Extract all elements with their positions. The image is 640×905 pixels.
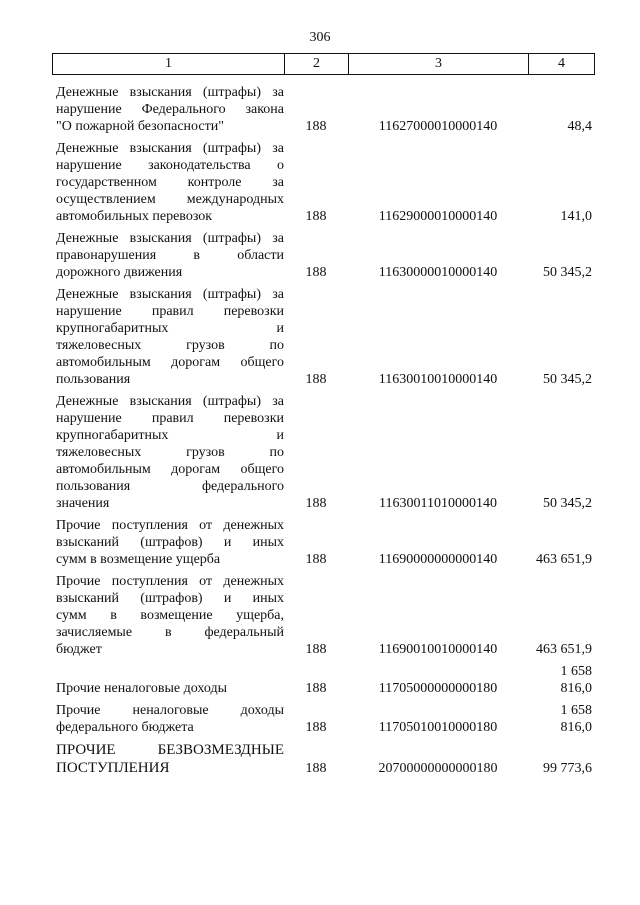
table-row xyxy=(52,140,594,225)
admin-code: 188 xyxy=(305,372,327,387)
admin-code: 188 xyxy=(305,265,327,280)
budget-classification-code: 11630010010000140 xyxy=(378,372,498,387)
description-line: тяжеловесных грузов по xyxy=(56,338,284,353)
description-line: автомобильным дорогам общего xyxy=(56,462,284,477)
budget-classification-code: 11690000000000140 xyxy=(378,552,498,567)
column-header-4: 4 xyxy=(529,54,595,75)
table-row xyxy=(52,230,594,281)
amount: 1 658 816,0 xyxy=(560,703,592,735)
table-row xyxy=(52,702,594,736)
description-line: крупногабаритных и xyxy=(56,321,284,336)
budget-classification-code: 11629000010000140 xyxy=(378,209,498,224)
amount: 463 651,9 xyxy=(536,642,592,657)
budget-classification-code: 11690010010000140 xyxy=(378,642,498,657)
amount: 141,0 xyxy=(560,209,592,224)
admin-code: 188 xyxy=(305,209,327,224)
description-line: нарушение Федерального закона xyxy=(56,102,284,117)
description-line: ПОСТУПЛЕНИЯ xyxy=(56,760,170,776)
description-line: нарушение правил перевозки xyxy=(56,411,284,426)
table-row xyxy=(52,573,594,658)
description-line: сумм в возмещение ущерба xyxy=(56,552,221,567)
admin-code: 188 xyxy=(305,642,327,657)
description-line: федерального бюджета xyxy=(56,720,194,735)
description-line: тяжеловесных грузов по xyxy=(56,445,284,460)
table-row xyxy=(52,741,594,777)
admin-code: 188 xyxy=(305,496,327,511)
page-number: 306 xyxy=(309,30,331,45)
description-line: Денежные взыскания (штрафы) за xyxy=(56,85,284,100)
column-header-2: 2 xyxy=(285,54,349,75)
description-line: Прочие поступления от денежных xyxy=(56,574,284,589)
revenue-description xyxy=(52,702,284,736)
revenue-description xyxy=(52,741,284,777)
budget-classification-code: 11705000000000180 xyxy=(378,681,498,696)
revenue-description xyxy=(52,680,284,697)
table-row xyxy=(52,286,594,388)
description-line: Денежные взыскания (штрафы) за xyxy=(56,394,284,409)
revenue-description xyxy=(52,286,284,388)
description-line: Денежные взыскания (штрафы) за xyxy=(56,287,284,302)
description-line: ПРОЧИЕ БЕЗВОЗМЕЗДНЫЕ xyxy=(56,742,284,758)
revenue-description xyxy=(52,517,284,568)
admin-code: 188 xyxy=(305,552,327,567)
column-header-row xyxy=(52,53,595,75)
admin-code: 188 xyxy=(305,119,327,134)
description-line: взысканий (штрафов) и иных xyxy=(56,591,284,606)
column-header-3: 3 xyxy=(349,54,529,75)
revenue-description xyxy=(52,393,284,512)
description-line: пользования xyxy=(56,372,131,387)
revenue-table-body xyxy=(52,84,594,782)
description-line: зачисляемые в федеральный xyxy=(56,625,284,640)
table-row xyxy=(52,393,594,512)
revenue-description xyxy=(52,84,284,135)
budget-classification-code: 11627000010000140 xyxy=(378,119,498,134)
description-line: нарушение правил перевозки xyxy=(56,304,284,319)
budget-classification-code: 11630011010000140 xyxy=(379,496,497,511)
column-header-1: 1 xyxy=(53,54,285,75)
budget-classification-code: 11705010010000180 xyxy=(378,720,498,735)
revenue-description xyxy=(52,573,284,658)
description-line: бюджет xyxy=(56,642,102,657)
description-line: "О пожарной безопасности" xyxy=(56,119,224,134)
description-line: взысканий (штрафов) и иных xyxy=(56,535,284,550)
budget-classification-code: 11630000010000140 xyxy=(378,265,498,280)
description-line: Прочие неналоговые доходы xyxy=(56,681,228,696)
description-line: дорожного движения xyxy=(56,265,183,280)
description-line: осуществлением международных xyxy=(56,192,284,207)
description-line: государственном контроле за xyxy=(56,175,284,190)
description-line: автомобильным дорогам общего xyxy=(56,355,284,370)
admin-code: 188 xyxy=(305,720,327,735)
description-line: крупногабаритных и xyxy=(56,428,284,443)
table-row xyxy=(52,517,594,568)
description-line: пользования федерального xyxy=(56,479,284,494)
admin-code: 188 xyxy=(305,761,327,776)
table-row xyxy=(52,84,594,135)
amount: 463 651,9 xyxy=(536,552,592,567)
revenue-description xyxy=(52,230,284,281)
description-line: Прочие неналоговые доходы xyxy=(56,703,284,718)
description-line: нарушение законодательства о xyxy=(56,158,284,173)
table-row xyxy=(52,663,594,697)
description-line: значения xyxy=(56,496,110,511)
budget-classification-code: 20700000000000180 xyxy=(378,761,498,776)
amount: 48,4 xyxy=(567,119,592,134)
description-line: Прочие поступления от денежных xyxy=(56,518,284,533)
amount: 50 345,2 xyxy=(543,265,592,280)
revenue-description xyxy=(52,140,284,225)
description-line: Денежные взыскания (штрафы) за xyxy=(56,231,284,246)
description-line: правонарушения в области xyxy=(56,248,284,263)
admin-code: 188 xyxy=(305,681,327,696)
description-line: автомобильных перевозок xyxy=(56,209,213,224)
amount: 1 658 816,0 xyxy=(560,664,592,696)
amount: 99 773,6 xyxy=(543,761,592,776)
description-line: сумм в возмещение ущерба, xyxy=(56,608,284,623)
amount: 50 345,2 xyxy=(543,372,592,387)
description-line: Денежные взыскания (штрафы) за xyxy=(56,141,284,156)
amount: 50 345,2 xyxy=(543,496,592,511)
